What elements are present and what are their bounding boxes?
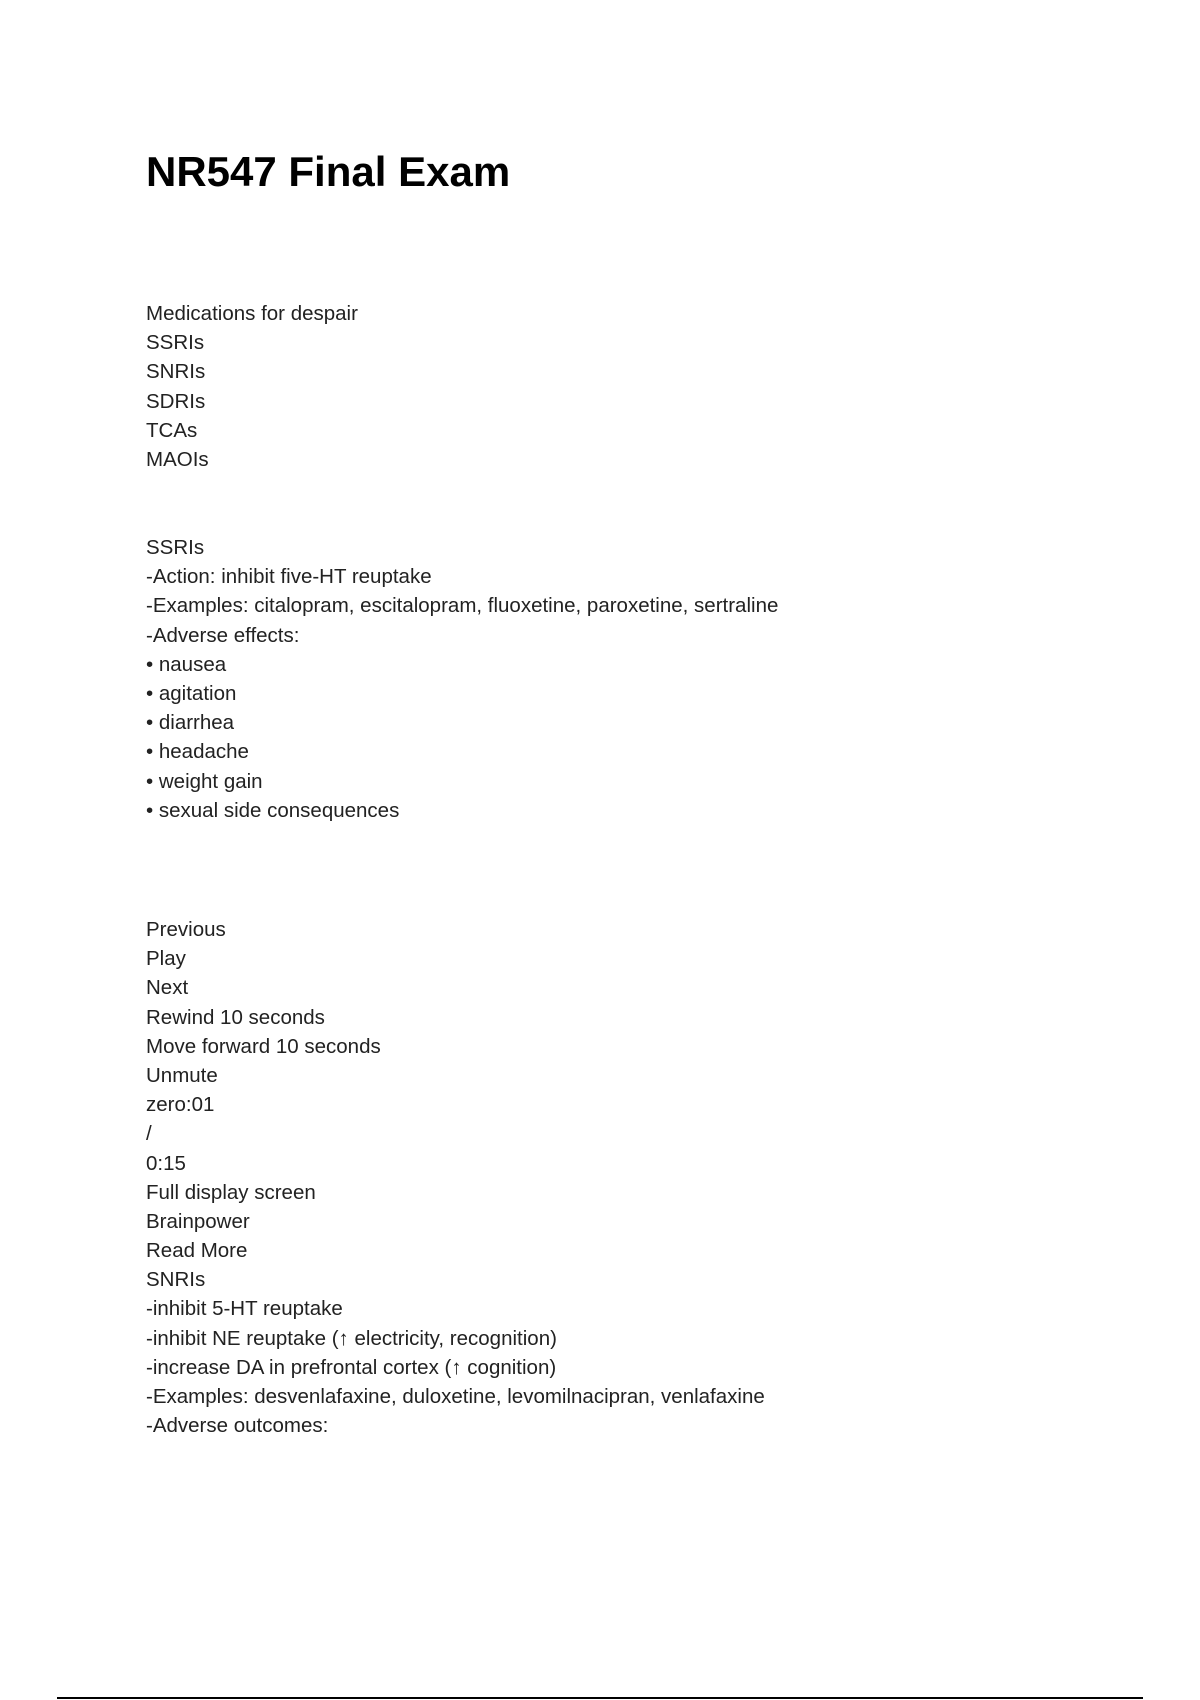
list-item: SDRIs [146, 389, 206, 413]
list-item: • nausea [146, 652, 227, 676]
list-item: Rewind 10 seconds [146, 1005, 325, 1029]
list-item: SNRIs [146, 360, 206, 384]
list-item: • headache [146, 740, 249, 764]
list-item: Previous [146, 918, 226, 941]
list-item: SSRIs [146, 331, 205, 355]
list-item: / [146, 1122, 152, 1146]
list-item: -increase DA in prefrontal cortex (↑ cognition) [146, 1355, 557, 1379]
list-item: TCAs [146, 418, 198, 442]
list-item: • weight gain [146, 769, 263, 793]
list-item: MAOIs [146, 447, 209, 471]
list-item: -Examples: citalopram, escitalopram, fluoxetine, paroxetine, sertraline [146, 594, 779, 618]
list-item: Play [146, 947, 186, 971]
list-item: SSRIs [146, 536, 205, 559]
list-item: Medications for despair [146, 302, 358, 325]
list-item: zero:01 [146, 1093, 215, 1117]
list-item: -inhibit 5-HT reuptake [146, 1297, 343, 1321]
list-item: Full display screen [146, 1180, 316, 1204]
list-item: • agitation [146, 681, 237, 705]
list-item: • sexual side consequences [146, 798, 400, 822]
page-title: NR547 Final Exam [146, 148, 511, 195]
list-item: Unmute [146, 1063, 218, 1087]
medications-list [146, 299, 358, 474]
list-item: Next [146, 976, 189, 1000]
list-item: 0:15 [146, 1151, 186, 1175]
list-item: • diarrhea [146, 711, 235, 735]
list-item: Move forward 10 seconds [146, 1034, 381, 1058]
list-item: -Examples: desvenlafaxine, duloxetine, levomilnacipran, venlafaxine [146, 1385, 765, 1408]
snri-section [146, 915, 765, 1440]
ssri-section [146, 533, 778, 825]
list-item: -Adverse outcomes: [146, 1414, 329, 1438]
list-item: -Action: inhibit five-HT reuptake [146, 565, 432, 589]
list-item: -Adverse effects: [146, 623, 300, 647]
list-item: -inhibit NE reuptake (↑ electricity, recognition) [146, 1326, 557, 1350]
list-item: SNRIs [146, 1268, 206, 1292]
list-item: Brainpower [146, 1209, 250, 1233]
footer-divider [57, 1697, 1143, 1699]
list-item: Read More [146, 1239, 248, 1263]
